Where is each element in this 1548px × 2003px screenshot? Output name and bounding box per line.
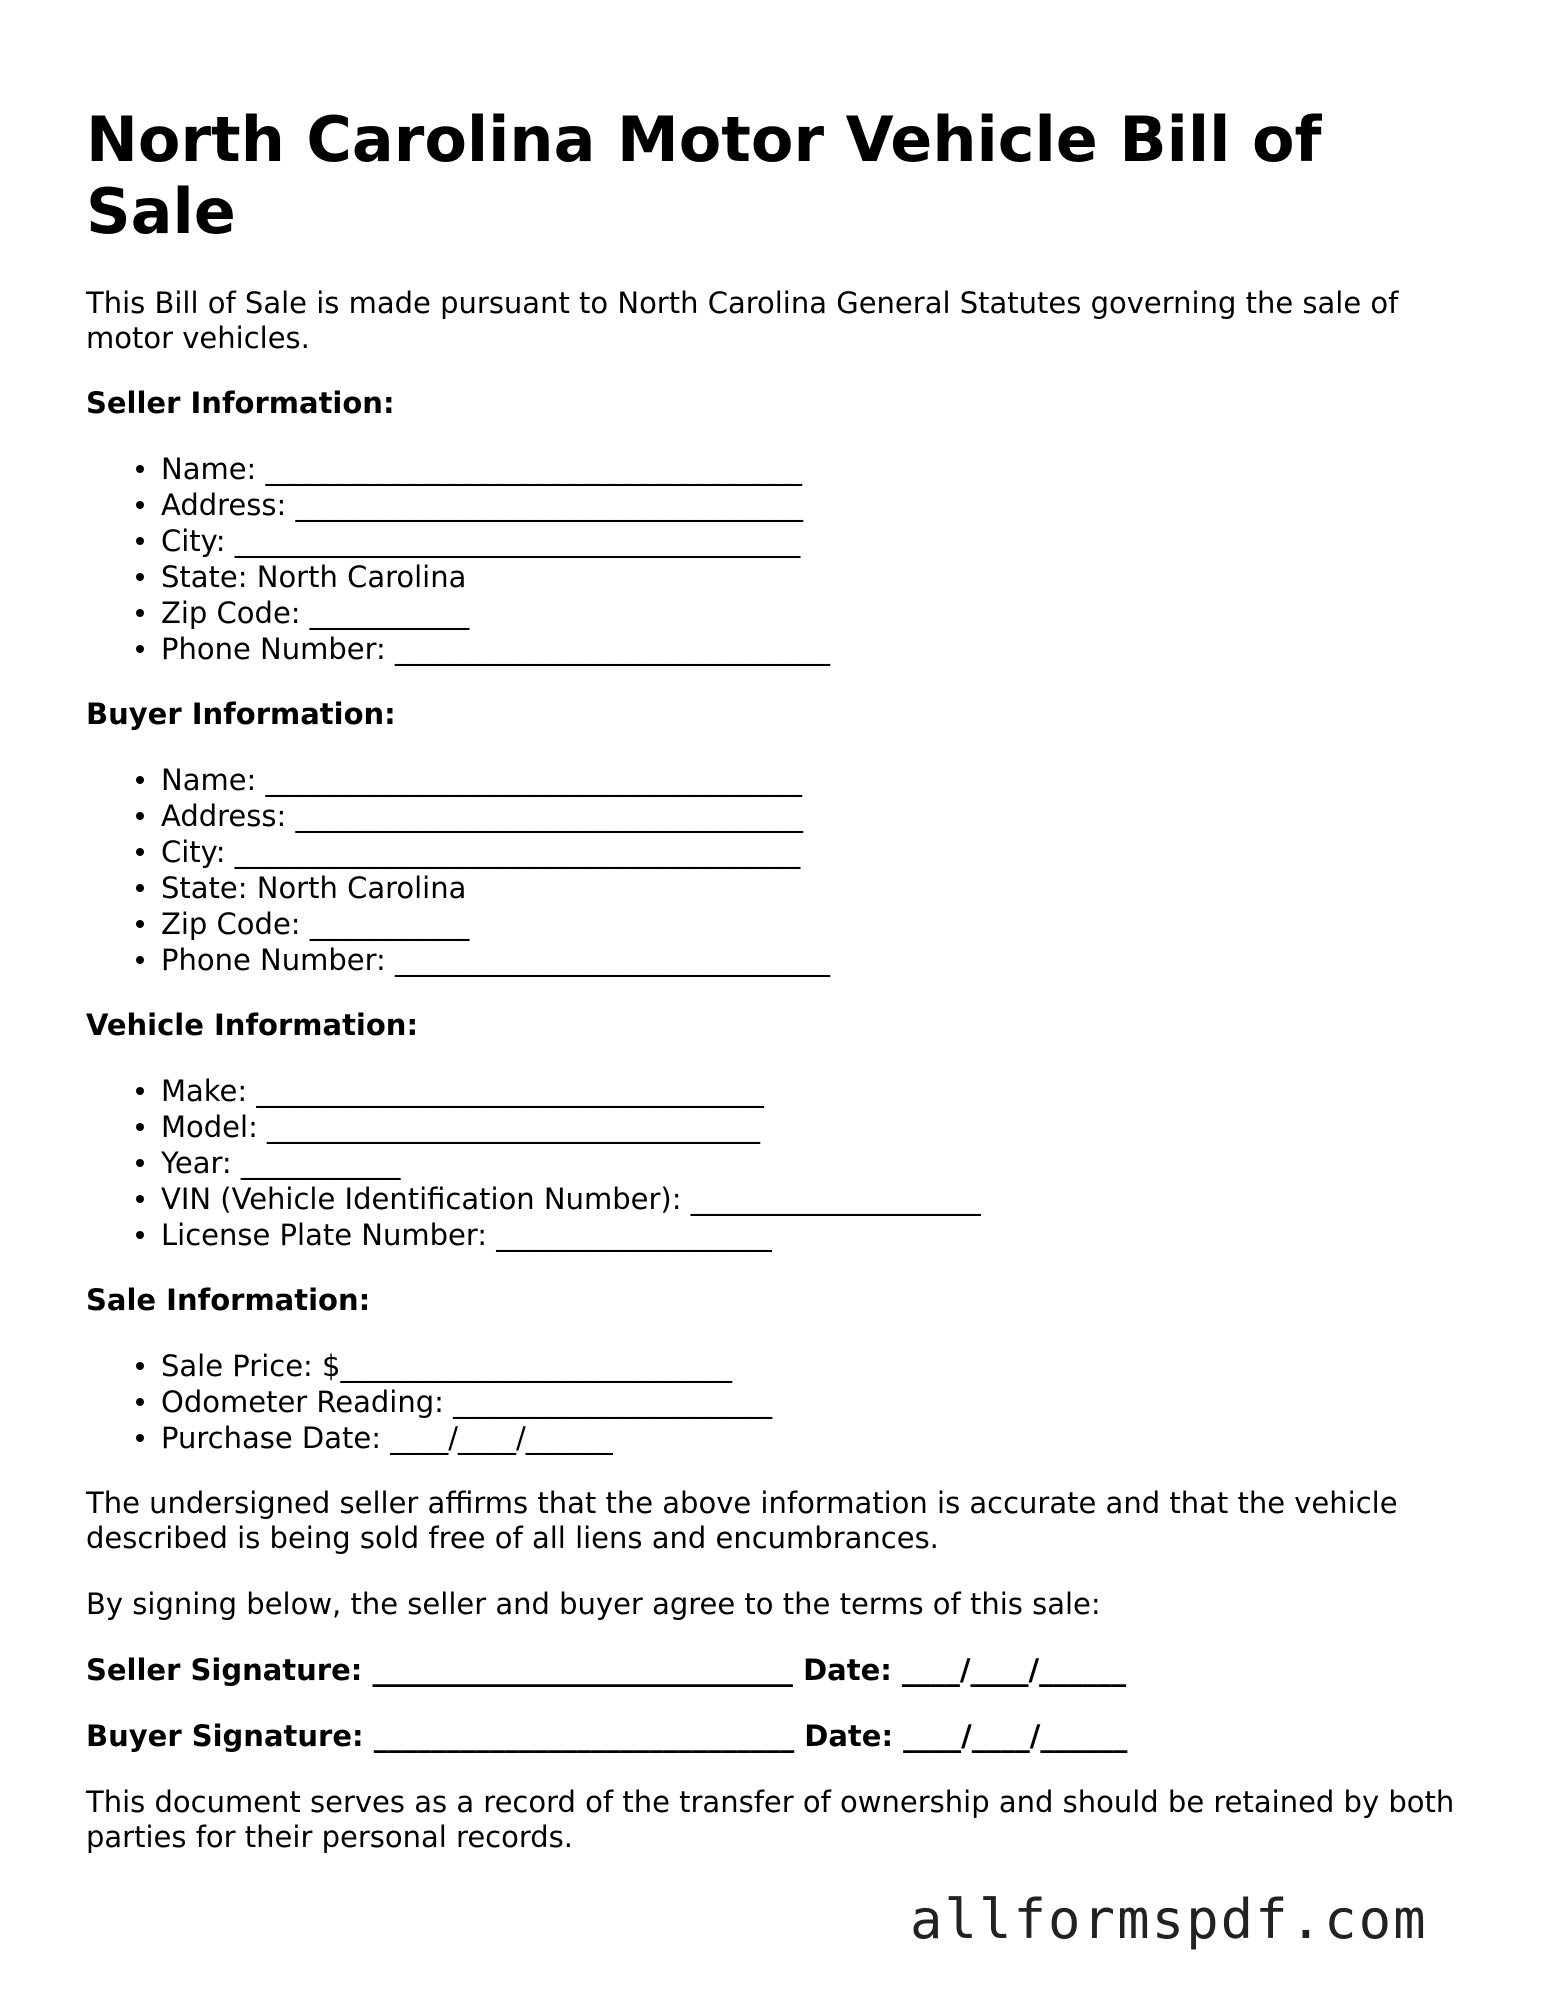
- buyer-city-field: City: _______________________________________: [161, 834, 1548, 870]
- vehicle-make-field: Make: ___________________________________: [161, 1073, 1548, 1109]
- seller-fields-list: [86, 451, 1548, 667]
- buyer-fields-list: [86, 762, 1548, 978]
- odometer-field: Odometer Reading: ______________________: [161, 1384, 1548, 1420]
- vehicle-heading: Vehicle Information:: [86, 1008, 419, 1042]
- vehicle-year-field: Year: ___________: [161, 1145, 1548, 1181]
- affirmation-paragraph: The undersigned seller affirms that the above information is accurate and that the vehicle described is being sold free of all liens and encumbrances.: [86, 1486, 1398, 1555]
- seller-phone-field: Phone Number: ______________________________: [161, 631, 1548, 667]
- seller-zip-field: Zip Code: ___________: [161, 595, 1548, 631]
- seller-section: [86, 386, 1548, 667]
- buyer-name-field: Name: _____________________________________: [161, 762, 1548, 798]
- buyer-zip-field: Zip Code: ___________: [161, 906, 1548, 942]
- sale-fields-list: [86, 1348, 1548, 1456]
- buyer-heading: Buyer Information:: [86, 697, 396, 731]
- sale-heading: Sale Information:: [86, 1283, 371, 1317]
- vehicle-model-field: Model: __________________________________: [161, 1109, 1548, 1145]
- buyer-phone-field: Phone Number: ______________________________: [161, 942, 1548, 978]
- vehicle-section: [86, 1008, 1548, 1253]
- document-title: North Carolina Motor Vehicle Bill of Sale: [86, 103, 1322, 248]
- purchase-date-field: Purchase Date: ____/____/______: [161, 1420, 1548, 1456]
- intro-paragraph: This Bill of Sale is made pursuant to North Carolina General Statutes governing the sale of motor vehicles.: [86, 286, 1399, 355]
- vehicle-vin-field: VIN (Vehicle Identification Number): ____________________: [161, 1181, 1548, 1217]
- seller-heading: Seller Information:: [86, 386, 395, 420]
- vehicle-fields-list: [86, 1073, 1548, 1253]
- buyer-signature-line: Buyer Signature: _____________________________ Date: ____/____/______: [86, 1719, 1128, 1753]
- agreement-paragraph: By signing below, the seller and buyer agree to the terms of this sale:: [86, 1587, 1101, 1621]
- sale-section: [86, 1283, 1548, 1456]
- buyer-state-field: State: North Carolina: [161, 870, 1548, 906]
- seller-signature-line: Seller Signature: _____________________________ Date: ____/____/______: [86, 1653, 1127, 1687]
- seller-state-field: State: North Carolina: [161, 559, 1548, 595]
- buyer-address-field: Address: ___________________________________: [161, 798, 1548, 834]
- closing-paragraph: This document serves as a record of the transfer of ownership and should be retained by both parties for their personal records.: [86, 1785, 1455, 1854]
- sale-price-field: Sale Price: $___________________________: [161, 1348, 1548, 1384]
- vehicle-plate-field: License Plate Number: ___________________: [161, 1217, 1548, 1253]
- seller-address-field: Address: ___________________________________: [161, 487, 1548, 523]
- seller-city-field: City: _______________________________________: [161, 523, 1548, 559]
- buyer-section: [86, 697, 1548, 978]
- site-watermark: allformspdf.com: [910, 1888, 1428, 1951]
- seller-name-field: Name: _____________________________________: [161, 451, 1548, 487]
